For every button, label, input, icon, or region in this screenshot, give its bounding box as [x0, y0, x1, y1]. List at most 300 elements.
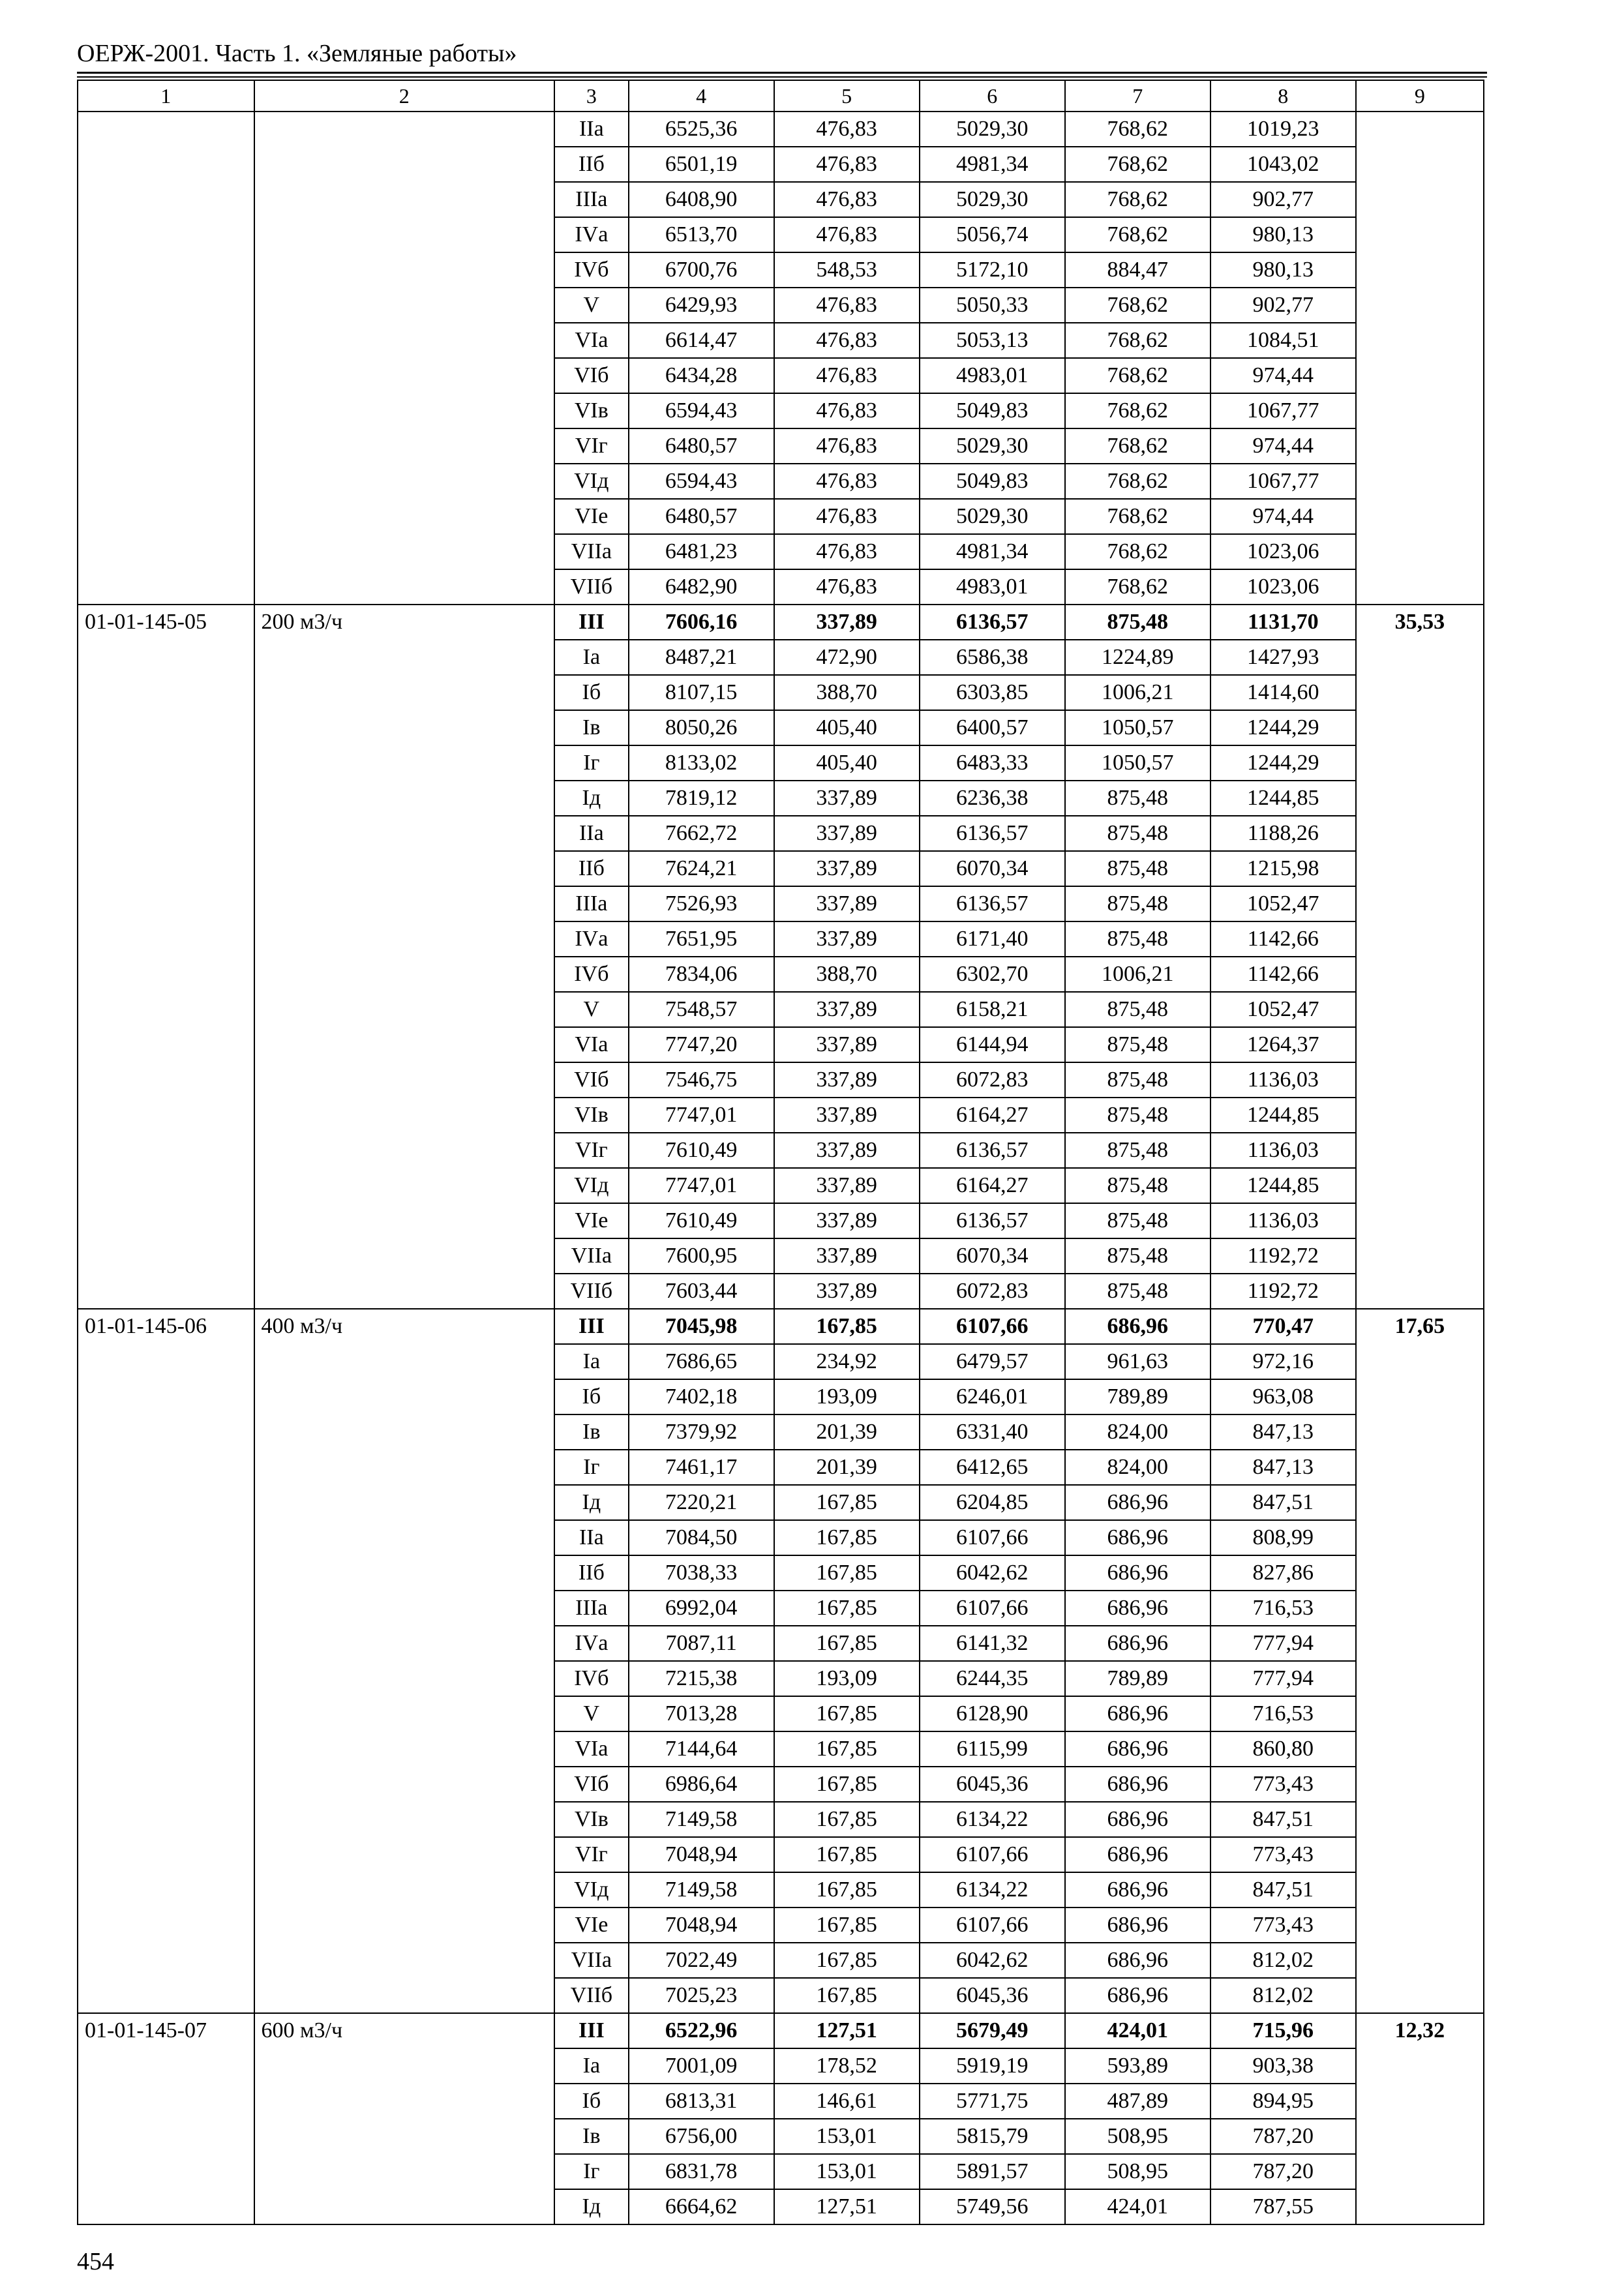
total-cost-cell: 6434,28 [629, 358, 774, 393]
machinists-wages-cell: 768,62 [1065, 182, 1210, 217]
machines-cell: 5049,83 [920, 464, 1065, 499]
total-cost-cell: 7819,12 [629, 781, 774, 816]
total-cost-cell: 7747,01 [629, 1168, 774, 1203]
machinists-wages-cell: 686,96 [1065, 1978, 1210, 2013]
zone-cell: IIа [554, 816, 629, 851]
materials-cell: 773,43 [1210, 1837, 1356, 1872]
wages-cell: 337,89 [774, 1274, 920, 1309]
machinists-wages-cell: 487,89 [1065, 2084, 1210, 2119]
rate-code-cell [78, 112, 254, 605]
machines-cell: 6128,90 [920, 1696, 1065, 1731]
column-number: 9 [1356, 80, 1484, 112]
total-cost-cell: 6513,70 [629, 217, 774, 252]
materials-cell: 980,13 [1210, 217, 1356, 252]
machinists-wages-cell: 875,48 [1065, 1203, 1210, 1238]
zone-cell: VIв [554, 1802, 629, 1837]
total-cost-cell: 6482,90 [629, 569, 774, 605]
machines-cell: 6164,27 [920, 1168, 1065, 1203]
total-cost-cell: 7600,95 [629, 1238, 774, 1274]
machinists-wages-cell: 1050,57 [1065, 745, 1210, 781]
total-cost-cell: 6831,78 [629, 2154, 774, 2189]
total-cost-cell: 7610,49 [629, 1203, 774, 1238]
total-cost-cell: 7149,58 [629, 1802, 774, 1837]
wages-cell: 153,01 [774, 2154, 920, 2189]
machines-cell: 6107,66 [920, 1520, 1065, 1555]
machinists-wages-cell: 875,48 [1065, 1027, 1210, 1062]
materials-cell: 1215,98 [1210, 851, 1356, 886]
header-rule [77, 72, 1487, 74]
zone-cell: VIIб [554, 1274, 629, 1309]
machines-cell: 6072,83 [920, 1274, 1065, 1309]
zone-cell: Iд [554, 2189, 629, 2224]
machinists-wages-cell: 508,95 [1065, 2119, 1210, 2154]
machinists-wages-cell: 875,48 [1065, 605, 1210, 640]
materials-cell: 1142,66 [1210, 957, 1356, 992]
machinists-wages-cell: 686,96 [1065, 1908, 1210, 1943]
total-cost-cell: 6481,23 [629, 534, 774, 569]
materials-cell: 902,77 [1210, 288, 1356, 323]
wages-cell: 337,89 [774, 851, 920, 886]
total-cost-cell: 6700,76 [629, 252, 774, 288]
wages-cell: 476,83 [774, 358, 920, 393]
zone-cell: Iб [554, 2084, 629, 2119]
zone-cell: IVб [554, 957, 629, 992]
wages-cell: 337,89 [774, 781, 920, 816]
wages-cell: 167,85 [774, 1485, 920, 1520]
materials-cell: 715,96 [1210, 2013, 1356, 2048]
wages-cell: 337,89 [774, 886, 920, 921]
materials-cell: 773,43 [1210, 1767, 1356, 1802]
table-row [78, 605, 1484, 640]
machines-cell: 5029,30 [920, 428, 1065, 464]
machines-cell: 5056,74 [920, 217, 1065, 252]
wages-cell: 167,85 [774, 1908, 920, 1943]
labor-cost-cell: 17,65 [1356, 1309, 1484, 2013]
column-number: 7 [1065, 80, 1210, 112]
machinists-wages-cell: 875,48 [1065, 1062, 1210, 1098]
materials-cell: 847,51 [1210, 1485, 1356, 1520]
zone-cell: IIIа [554, 182, 629, 217]
zone-cell: VIа [554, 323, 629, 358]
materials-cell: 770,47 [1210, 1309, 1356, 1344]
total-cost-cell: 7603,44 [629, 1274, 774, 1309]
wages-cell: 476,83 [774, 428, 920, 464]
zone-cell: IVа [554, 921, 629, 957]
wages-cell: 405,40 [774, 745, 920, 781]
machinists-wages-cell: 686,96 [1065, 1591, 1210, 1626]
wages-cell: 476,83 [774, 323, 920, 358]
total-cost-cell: 7038,33 [629, 1555, 774, 1591]
zone-cell: Iв [554, 1414, 629, 1450]
materials-cell: 1023,06 [1210, 534, 1356, 569]
materials-cell: 1142,66 [1210, 921, 1356, 957]
zone-cell: VIа [554, 1027, 629, 1062]
machines-cell: 6302,70 [920, 957, 1065, 992]
zone-cell: Iа [554, 1344, 629, 1379]
machines-cell: 5815,79 [920, 2119, 1065, 2154]
materials-cell: 787,20 [1210, 2119, 1356, 2154]
machinists-wages-cell: 686,96 [1065, 1696, 1210, 1731]
materials-cell: 808,99 [1210, 1520, 1356, 1555]
wages-cell: 167,85 [774, 1802, 920, 1837]
zone-cell: IVа [554, 217, 629, 252]
wages-cell: 127,51 [774, 2189, 920, 2224]
machines-cell: 5891,57 [920, 2154, 1065, 2189]
machinists-wages-cell: 1224,89 [1065, 640, 1210, 675]
wages-cell: 388,70 [774, 675, 920, 710]
machines-cell: 5771,75 [920, 2084, 1065, 2119]
materials-cell: 1136,03 [1210, 1203, 1356, 1238]
wages-cell: 476,83 [774, 182, 920, 217]
table-body [78, 80, 1484, 2224]
zone-cell: VIд [554, 1168, 629, 1203]
materials-cell: 847,13 [1210, 1450, 1356, 1485]
machinists-wages-cell: 875,48 [1065, 921, 1210, 957]
wages-cell: 153,01 [774, 2119, 920, 2154]
zone-cell: Iг [554, 745, 629, 781]
wages-cell: 337,89 [774, 1062, 920, 1098]
total-cost-cell: 6756,00 [629, 2119, 774, 2154]
total-cost-cell: 8133,02 [629, 745, 774, 781]
machines-cell: 5029,30 [920, 499, 1065, 534]
wages-cell: 167,85 [774, 1626, 920, 1661]
total-cost-cell: 6664,62 [629, 2189, 774, 2224]
wages-cell: 146,61 [774, 2084, 920, 2119]
machinists-wages-cell: 961,63 [1065, 1344, 1210, 1379]
materials-cell: 787,55 [1210, 2189, 1356, 2224]
total-cost-cell: 8050,26 [629, 710, 774, 745]
zone-cell: VIе [554, 1203, 629, 1238]
zone-cell: IIIа [554, 886, 629, 921]
machinists-wages-cell: 686,96 [1065, 1309, 1210, 1344]
materials-cell: 847,51 [1210, 1802, 1356, 1837]
table-row [78, 1309, 1484, 1344]
machinists-wages-cell: 686,96 [1065, 1872, 1210, 1908]
column-number: 3 [554, 80, 629, 112]
total-cost-cell: 7048,94 [629, 1908, 774, 1943]
column-number-row [78, 80, 1484, 112]
machinists-wages-cell: 824,00 [1065, 1414, 1210, 1450]
wages-cell: 337,89 [774, 1168, 920, 1203]
wages-cell: 476,83 [774, 393, 920, 428]
total-cost-cell: 6594,43 [629, 464, 774, 499]
wages-cell: 337,89 [774, 1203, 920, 1238]
machines-cell: 5749,56 [920, 2189, 1065, 2224]
wages-cell: 167,85 [774, 1837, 920, 1872]
zone-cell: Iа [554, 2048, 629, 2084]
rate-code-cell: 01-01-145-05 [78, 605, 254, 1309]
wages-cell: 167,85 [774, 1943, 920, 1978]
machines-cell: 6107,66 [920, 1591, 1065, 1626]
total-cost-cell: 7379,92 [629, 1414, 774, 1450]
materials-cell: 827,86 [1210, 1555, 1356, 1591]
zone-cell: III [554, 1309, 629, 1344]
zone-cell: VIд [554, 1872, 629, 1908]
materials-cell: 1192,72 [1210, 1274, 1356, 1309]
total-cost-cell: 6429,93 [629, 288, 774, 323]
materials-cell: 716,53 [1210, 1696, 1356, 1731]
wages-cell: 167,85 [774, 1591, 920, 1626]
machines-cell: 6045,36 [920, 1767, 1065, 1802]
materials-cell: 1067,77 [1210, 464, 1356, 499]
materials-cell: 847,13 [1210, 1414, 1356, 1450]
zone-cell: VIв [554, 1098, 629, 1133]
total-cost-cell: 6480,57 [629, 428, 774, 464]
machines-cell: 6136,57 [920, 886, 1065, 921]
column-number: 4 [629, 80, 774, 112]
total-cost-cell: 7048,94 [629, 1837, 774, 1872]
materials-cell: 777,94 [1210, 1661, 1356, 1696]
zone-cell: Iб [554, 675, 629, 710]
wages-cell: 167,85 [774, 1309, 920, 1344]
machines-cell: 5172,10 [920, 252, 1065, 288]
machines-cell: 6164,27 [920, 1098, 1065, 1133]
machines-cell: 6107,66 [920, 1309, 1065, 1344]
wages-cell: 193,09 [774, 1661, 920, 1696]
total-cost-cell: 8487,21 [629, 640, 774, 675]
machines-cell: 6204,85 [920, 1485, 1065, 1520]
machinists-wages-cell: 875,48 [1065, 992, 1210, 1027]
wages-cell: 405,40 [774, 710, 920, 745]
zone-cell: VIIа [554, 1238, 629, 1274]
materials-cell: 980,13 [1210, 252, 1356, 288]
machinists-wages-cell: 768,62 [1065, 499, 1210, 534]
wages-cell: 167,85 [774, 1696, 920, 1731]
total-cost-cell: 7686,65 [629, 1344, 774, 1379]
wages-cell: 548,53 [774, 252, 920, 288]
machines-cell: 6115,99 [920, 1731, 1065, 1767]
total-cost-cell: 7087,11 [629, 1626, 774, 1661]
machinists-wages-cell: 593,89 [1065, 2048, 1210, 2084]
total-cost-cell: 7747,01 [629, 1098, 774, 1133]
machines-cell: 6045,36 [920, 1978, 1065, 2013]
total-cost-cell: 7149,58 [629, 1872, 774, 1908]
wages-cell: 476,83 [774, 217, 920, 252]
total-cost-cell: 6522,96 [629, 2013, 774, 2048]
wages-cell: 476,83 [774, 112, 920, 147]
materials-cell: 1264,37 [1210, 1027, 1356, 1062]
materials-cell: 1244,85 [1210, 781, 1356, 816]
total-cost-cell: 7045,98 [629, 1309, 774, 1344]
machines-cell: 5029,30 [920, 112, 1065, 147]
wages-cell: 337,89 [774, 1133, 920, 1168]
machinists-wages-cell: 789,89 [1065, 1661, 1210, 1696]
wages-cell: 167,85 [774, 1731, 920, 1767]
zone-cell: IIа [554, 1520, 629, 1555]
wages-cell: 476,83 [774, 147, 920, 182]
wages-cell: 388,70 [774, 957, 920, 992]
machinists-wages-cell: 686,96 [1065, 1626, 1210, 1661]
machines-cell: 6412,65 [920, 1450, 1065, 1485]
machines-cell: 6042,62 [920, 1555, 1065, 1591]
materials-cell: 1052,47 [1210, 992, 1356, 1027]
machinists-wages-cell: 875,48 [1065, 851, 1210, 886]
total-cost-cell: 7025,23 [629, 1978, 774, 2013]
wages-cell: 476,83 [774, 288, 920, 323]
zone-cell: VIб [554, 1062, 629, 1098]
machines-cell: 5053,13 [920, 323, 1065, 358]
machinists-wages-cell: 686,96 [1065, 1485, 1210, 1520]
machinists-wages-cell: 686,96 [1065, 1767, 1210, 1802]
wages-cell: 337,89 [774, 605, 920, 640]
zone-cell: VIа [554, 1731, 629, 1767]
wages-cell: 337,89 [774, 921, 920, 957]
wages-cell: 234,92 [774, 1344, 920, 1379]
total-cost-cell: 6992,04 [629, 1591, 774, 1626]
materials-cell: 1244,29 [1210, 745, 1356, 781]
wages-cell: 178,52 [774, 2048, 920, 2084]
column-number: 5 [774, 80, 920, 112]
materials-cell: 902,77 [1210, 182, 1356, 217]
machinists-wages-cell: 508,95 [1065, 2154, 1210, 2189]
materials-cell: 1244,85 [1210, 1168, 1356, 1203]
wages-cell: 476,83 [774, 499, 920, 534]
zone-cell: III [554, 605, 629, 640]
machines-cell: 6136,57 [920, 605, 1065, 640]
machinists-wages-cell: 875,48 [1065, 816, 1210, 851]
zone-cell: IVб [554, 252, 629, 288]
total-cost-cell: 6480,57 [629, 499, 774, 534]
machines-cell: 5050,33 [920, 288, 1065, 323]
zone-cell: Iб [554, 1379, 629, 1414]
machines-cell: 6244,35 [920, 1661, 1065, 1696]
zone-cell: Iг [554, 1450, 629, 1485]
zone-cell: VIб [554, 1767, 629, 1802]
zone-cell: VIIа [554, 534, 629, 569]
machinists-wages-cell: 768,62 [1065, 534, 1210, 569]
total-cost-cell: 6813,31 [629, 2084, 774, 2119]
zone-cell: III [554, 2013, 629, 2048]
materials-cell: 860,80 [1210, 1731, 1356, 1767]
zone-cell: IIб [554, 147, 629, 182]
total-cost-cell: 8107,15 [629, 675, 774, 710]
machinists-wages-cell: 768,62 [1065, 569, 1210, 605]
materials-cell: 787,20 [1210, 2154, 1356, 2189]
machinists-wages-cell: 768,62 [1065, 288, 1210, 323]
machines-cell: 6246,01 [920, 1379, 1065, 1414]
total-cost-cell: 7001,09 [629, 2048, 774, 2084]
table-row [78, 2013, 1484, 2048]
machinists-wages-cell: 686,96 [1065, 1802, 1210, 1837]
machinists-wages-cell: 1050,57 [1065, 710, 1210, 745]
total-cost-cell: 7215,38 [629, 1661, 774, 1696]
machinists-wages-cell: 686,96 [1065, 1943, 1210, 1978]
zone-cell: VIг [554, 428, 629, 464]
machinists-wages-cell: 789,89 [1065, 1379, 1210, 1414]
machinists-wages-cell: 875,48 [1065, 886, 1210, 921]
wages-cell: 201,39 [774, 1414, 920, 1450]
machinists-wages-cell: 875,48 [1065, 1168, 1210, 1203]
machines-cell: 6236,38 [920, 781, 1065, 816]
machinists-wages-cell: 768,62 [1065, 147, 1210, 182]
machinists-wages-cell: 768,62 [1065, 112, 1210, 147]
labor-cost-cell: 35,53 [1356, 605, 1484, 1309]
materials-cell: 1052,47 [1210, 886, 1356, 921]
machines-cell: 6479,57 [920, 1344, 1065, 1379]
page-number: 454 [77, 2248, 114, 2275]
zone-cell: IIIа [554, 1591, 629, 1626]
machines-cell: 6136,57 [920, 1133, 1065, 1168]
machines-cell: 4983,01 [920, 569, 1065, 605]
zone-cell: Iв [554, 2119, 629, 2154]
machinists-wages-cell: 686,96 [1065, 1731, 1210, 1767]
total-cost-cell: 7220,21 [629, 1485, 774, 1520]
wages-cell: 337,89 [774, 992, 920, 1027]
machines-cell: 6303,85 [920, 675, 1065, 710]
zone-cell: IIб [554, 851, 629, 886]
labor-cost-cell [1356, 112, 1484, 605]
wages-cell: 167,85 [774, 1520, 920, 1555]
machines-cell: 6070,34 [920, 1238, 1065, 1274]
page-header: ОЕРЖ-2001. Часть 1. «Земляные работы» [77, 40, 517, 67]
machinists-wages-cell: 875,48 [1065, 1238, 1210, 1274]
zone-cell: V [554, 1696, 629, 1731]
machinists-wages-cell: 768,62 [1065, 464, 1210, 499]
total-cost-cell: 6501,19 [629, 147, 774, 182]
machinists-wages-cell: 768,62 [1065, 217, 1210, 252]
materials-cell: 777,94 [1210, 1626, 1356, 1661]
rate-name-cell: 200 м3/ч [254, 605, 555, 1309]
machinists-wages-cell: 768,62 [1065, 323, 1210, 358]
machinists-wages-cell: 686,96 [1065, 1837, 1210, 1872]
total-cost-cell: 7834,06 [629, 957, 774, 992]
machinists-wages-cell: 768,62 [1065, 358, 1210, 393]
materials-cell: 1136,03 [1210, 1062, 1356, 1098]
header-rule-secondary [77, 76, 1487, 78]
zone-cell: Iг [554, 2154, 629, 2189]
zone-cell: VIе [554, 1908, 629, 1943]
column-number: 6 [920, 80, 1065, 112]
materials-cell: 716,53 [1210, 1591, 1356, 1626]
materials-cell: 974,44 [1210, 428, 1356, 464]
machines-cell: 6042,62 [920, 1943, 1065, 1978]
materials-cell: 1192,72 [1210, 1238, 1356, 1274]
wages-cell: 167,85 [774, 1767, 920, 1802]
wages-cell: 337,89 [774, 1238, 920, 1274]
machinists-wages-cell: 875,48 [1065, 1098, 1210, 1133]
machinists-wages-cell: 824,00 [1065, 1450, 1210, 1485]
total-cost-cell: 7461,17 [629, 1450, 774, 1485]
machines-cell: 6144,94 [920, 1027, 1065, 1062]
total-cost-cell: 7402,18 [629, 1379, 774, 1414]
zone-cell: Iд [554, 1485, 629, 1520]
machines-cell: 4981,34 [920, 534, 1065, 569]
total-cost-cell: 6986,64 [629, 1767, 774, 1802]
machines-cell: 6483,33 [920, 745, 1065, 781]
rate-code-cell: 01-01-145-07 [78, 2013, 254, 2224]
materials-cell: 773,43 [1210, 1908, 1356, 1943]
wages-cell: 476,83 [774, 534, 920, 569]
machinists-wages-cell: 768,62 [1065, 393, 1210, 428]
rate-name-cell [254, 112, 555, 605]
rate-code-cell: 01-01-145-06 [78, 1309, 254, 2013]
machines-cell: 6107,66 [920, 1908, 1065, 1943]
machines-cell: 4981,34 [920, 147, 1065, 182]
machinists-wages-cell: 686,96 [1065, 1520, 1210, 1555]
zone-cell: Iд [554, 781, 629, 816]
zone-cell: VIг [554, 1837, 629, 1872]
total-cost-cell: 7662,72 [629, 816, 774, 851]
materials-cell: 812,02 [1210, 1943, 1356, 1978]
total-cost-cell: 7022,49 [629, 1943, 774, 1978]
total-cost-cell: 7610,49 [629, 1133, 774, 1168]
machines-cell: 6586,38 [920, 640, 1065, 675]
zone-cell: VIе [554, 499, 629, 534]
zone-cell: VIIа [554, 1943, 629, 1978]
machines-cell: 6072,83 [920, 1062, 1065, 1098]
materials-cell: 972,16 [1210, 1344, 1356, 1379]
machines-cell: 6400,57 [920, 710, 1065, 745]
